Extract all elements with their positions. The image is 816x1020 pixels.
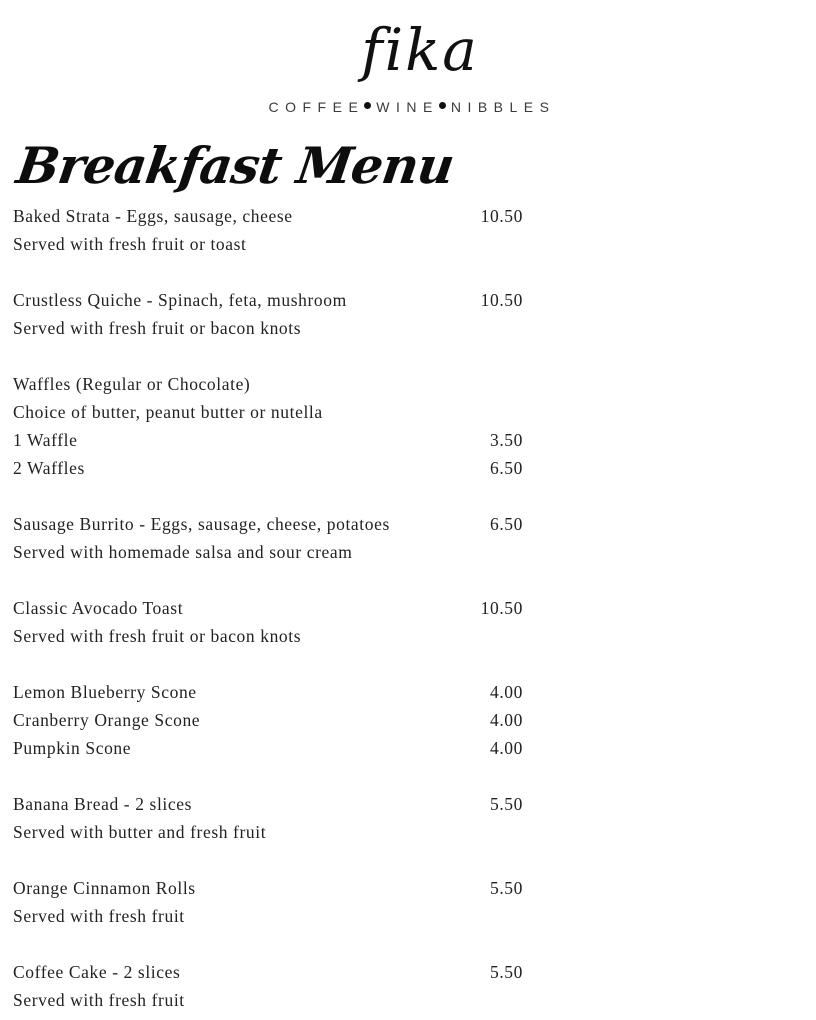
menu-item-price: 5.50 bbox=[489, 794, 523, 814]
menu-item-row bbox=[13, 622, 533, 650]
tagline-wine: WINE bbox=[376, 99, 439, 115]
menu-item-row bbox=[13, 314, 533, 342]
menu-item-text: Classic Avocado Toast bbox=[13, 598, 184, 618]
bullet-dot-icon bbox=[439, 102, 446, 109]
menu-item-text: Served with fresh fruit or bacon knots bbox=[13, 318, 302, 338]
bullet-dot-icon bbox=[364, 102, 371, 109]
menu-item-text: 2 Waffles bbox=[13, 458, 85, 478]
menu-item-row bbox=[13, 538, 533, 566]
menu-item-row bbox=[13, 258, 533, 286]
menu-item-row bbox=[13, 706, 533, 734]
menu-item-text: Served with fresh fruit or bacon knots bbox=[13, 626, 302, 646]
menu-item-text: Baked Strata - Eggs, sausage, cheese bbox=[13, 206, 293, 226]
menu-item-price: 6.50 bbox=[489, 514, 523, 534]
menu-item-price: 5.50 bbox=[489, 878, 523, 898]
menu-item-text: Served with homemade salsa and sour cream bbox=[13, 542, 353, 562]
menu-item-price: 6.50 bbox=[489, 458, 523, 478]
menu-item-text: Cranberry Orange Scone bbox=[13, 710, 201, 730]
menu-item-text: Served with fresh fruit bbox=[13, 990, 185, 1010]
menu-item-text: Served with fresh fruit or toast bbox=[13, 234, 247, 254]
logo bbox=[0, 0, 816, 125]
menu-item-row bbox=[13, 986, 533, 1014]
menu-item-text: Pumpkin Scone bbox=[13, 738, 132, 758]
menu-item-row bbox=[13, 342, 533, 370]
menu-item-row bbox=[13, 790, 533, 818]
menu-item-price: 10.50 bbox=[480, 290, 523, 310]
menu-list bbox=[13, 202, 533, 1014]
menu-item-price: 4.00 bbox=[489, 682, 523, 702]
menu-item-text: Served with butter and fresh fruit bbox=[13, 822, 267, 842]
menu-item-row bbox=[13, 874, 533, 902]
menu-item-price: 4.00 bbox=[489, 738, 523, 758]
menu-item-text: 1 Waffle bbox=[13, 430, 78, 450]
menu-item-row bbox=[13, 566, 533, 594]
menu-item-row bbox=[13, 762, 533, 790]
menu-item-price: 3.50 bbox=[489, 430, 523, 450]
menu-item-row bbox=[13, 398, 533, 426]
menu-item-row bbox=[13, 818, 533, 846]
menu-item-row bbox=[13, 678, 533, 706]
menu-item-row bbox=[13, 482, 533, 510]
menu-item-price: 10.50 bbox=[480, 206, 523, 226]
menu-item-row bbox=[13, 930, 533, 958]
menu-item-row bbox=[13, 370, 533, 398]
menu-item-row bbox=[13, 454, 533, 482]
menu-item-text: Orange Cinnamon Rolls bbox=[13, 878, 196, 898]
menu-item-price: 10.50 bbox=[480, 598, 523, 618]
tagline-nibbles: NIBBLES bbox=[450, 99, 556, 115]
menu-item-text: Waffles (Regular or Chocolate) bbox=[13, 374, 251, 394]
menu-item-row bbox=[13, 510, 533, 538]
menu-item-text: Banana Bread - 2 slices bbox=[13, 794, 193, 814]
menu-item-row bbox=[13, 426, 533, 454]
menu-item-row bbox=[13, 650, 533, 678]
menu-item-text: Served with fresh fruit bbox=[13, 906, 185, 926]
menu-item-row bbox=[13, 230, 533, 258]
menu-item-row bbox=[13, 958, 533, 986]
menu-item-text: Lemon Blueberry Scone bbox=[13, 682, 197, 702]
logo-wordmark: fika bbox=[361, 16, 479, 84]
logo-tagline bbox=[222, 97, 602, 117]
menu-item-text: Coffee Cake - 2 slices bbox=[13, 962, 181, 982]
tagline-coffee: COFFEE bbox=[268, 99, 365, 115]
menu-item-row bbox=[13, 202, 533, 230]
menu-title: Breakfast Menu bbox=[13, 136, 458, 195]
menu-item-row bbox=[13, 902, 533, 930]
menu-item-price: 5.50 bbox=[489, 962, 523, 982]
menu-item-price: 4.00 bbox=[489, 710, 523, 730]
menu-item-row bbox=[13, 594, 533, 622]
menu-item-text: Crustless Quiche - Spinach, feta, mushroom bbox=[13, 290, 347, 310]
menu-item-row bbox=[13, 846, 533, 874]
menu-item-row bbox=[13, 734, 533, 762]
menu-item-row bbox=[13, 286, 533, 314]
menu-item-text: Choice of butter, peanut butter or nutella bbox=[13, 402, 323, 422]
menu-item-text: Sausage Burrito - Eggs, sausage, cheese, potatoes bbox=[13, 514, 390, 534]
